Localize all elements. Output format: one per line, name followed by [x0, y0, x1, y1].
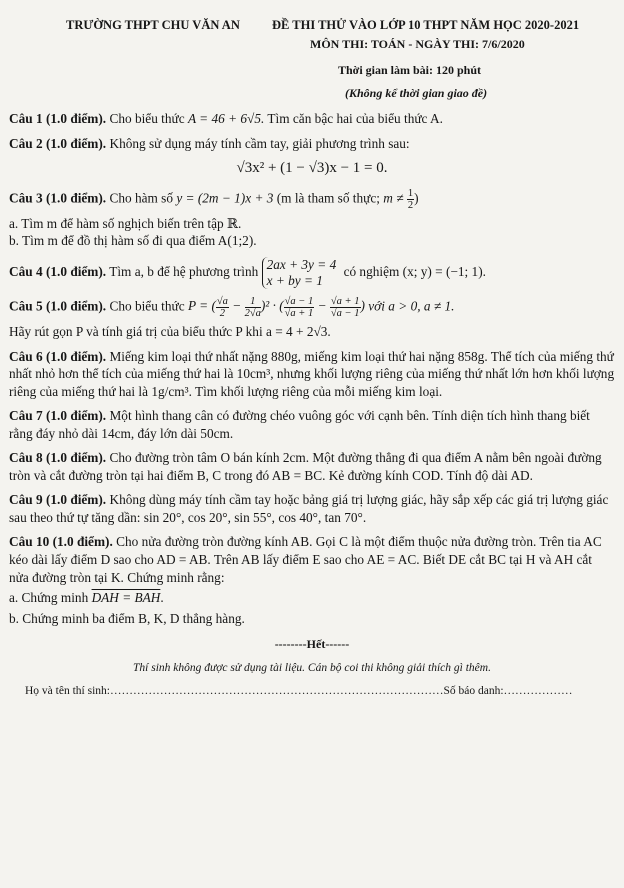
- school-name: TRƯỜNG THPT CHU VĂN AN: [66, 18, 240, 32]
- question-3-part-a: a. Tìm m để hàm số nghịch biến trên tập ℝ.: [9, 215, 242, 231]
- candidate-name-dots: ……………………………………………………………………………: [109, 685, 444, 698]
- question-4-text2: có nghiệm (x; y) = (−1; 1).: [343, 264, 486, 280]
- question-2: [9, 135, 615, 153]
- candidate-id-dots: ………………: [503, 685, 573, 698]
- question-6-text: Miếng kim loại thứ nhất nặng 880g, miếng kim loại thứ hai nặng 858g. Thể tích của miếng thứ nhất nhỏ hơn thể tích của miếng thứ hai là 10cm³, nhưng khối lượng riêng của miếng thứ nhất lớn hơn khối lượng riêng của miếng thứ hai là 1g/cm³. Tìm khối lượng riêng của mỗi miếng kim loại.: [9, 348, 615, 399]
- question-10-label: Câu 10 (1.0 điểm).: [9, 534, 113, 550]
- question-3-fraction: $\frac{1}{2}$: [407, 187, 414, 211]
- question-3-text2: (m là tham số thực;: [276, 190, 380, 206]
- question-6-label: Câu 6 (1.0 điểm).: [9, 348, 107, 364]
- candidate-id-label: Số báo danh:: [443, 685, 504, 698]
- question-3-text: Cho hàm số: [109, 190, 173, 206]
- exam-content: [9, 110, 615, 699]
- exam-note: (Không kể thời gian giao đề): [345, 86, 488, 100]
- question-7: [9, 407, 615, 442]
- question-1-expr: A = 46 + 6√5.: [187, 111, 265, 126]
- question-10: [9, 533, 615, 586]
- question-3-part-b: b. Tìm m để đồ thị hàm số đi qua điểm A(1;2).: [9, 233, 257, 249]
- question-3-expr: y = (2m − 1)x + 3: [176, 190, 274, 206]
- question-1-text2: Tìm căn bậc hai của biểu thức A.: [267, 111, 443, 126]
- question-8-label: Câu 8 (1.0 điểm).: [9, 450, 107, 466]
- question-9-label: Câu 9 (1.0 điểm).: [9, 492, 107, 508]
- question-1-label: Câu 1 (1.0 điểm).: [9, 111, 107, 126]
- question-8: [9, 449, 615, 484]
- question-4-system: 2ax + 3y = 4 x + by = 1: [262, 257, 341, 289]
- question-1-text: Cho biểu thức: [109, 111, 185, 126]
- question-4: [9, 257, 615, 289]
- question-7-label: Câu 7 (1.0 điểm).: [9, 408, 107, 424]
- question-1: [9, 110, 615, 128]
- question-5-label: Câu 5 (1.0 điểm).: [9, 298, 107, 314]
- question-3: Câu 3 (1.0 điểm). Cho hàm số y = (2m − 1)x + 3 (m là tham số thực; m ≠ $\frac{1}{2}$ ): [9, 187, 419, 211]
- question-3-label: Câu 3 (1.0 điểm).: [9, 190, 107, 206]
- question-7-text: Một hình thang cân có đường chéo vuông góc với cạnh bên. Tính diện tích hình thang biết rằng đáy nhỏ dài 14cm, đáy lớn dài 50cm.: [9, 408, 590, 441]
- question-4-text: Tìm a, b để hệ phương trình: [109, 264, 259, 280]
- exam-subject: MÔN THI: TOÁN - NGÀY THI: 7/6/2020: [310, 37, 525, 51]
- question-2-equation: √3x² + (1 − √3)x − 1 = 0.: [236, 160, 388, 177]
- question-2-label: Câu 2 (1.0 điểm).: [9, 135, 107, 151]
- question-3-condition: m ≠: [383, 190, 404, 206]
- footer-note: Thí sinh không được sử dụng tài liệu. Cán bộ coi thi không giải thích gì thêm.: [133, 661, 491, 674]
- question-9-text: Không dùng máy tính cầm tay hoặc bảng giá trị lượng giác, hãy sắp xếp các giá trị lượng giác sau theo thứ tự tăng dần: sin 20°, cos 20°, sin 55°, cos 40°, tan 70°.: [9, 492, 609, 525]
- question-9: [9, 491, 615, 526]
- question-8-text: Cho đường tròn tâm O bán kính 2cm. Một đường thẳng đi qua điểm A nằm bên ngoài đường tròn và cắt đường tròn tại hai điểm B, C trong đó AB = BC. Kẻ đường kính COD. Tính độ dài AD.: [9, 450, 602, 483]
- question-2-text: Không sử dụng máy tính cầm tay, giải phương trình sau:: [109, 135, 410, 151]
- question-10-text: Cho nửa đường tròn đường kính AB. Gọi C là một điểm thuộc nửa đường tròn. Trên tia AC kéo dài lấy điểm D sao cho AD = AB. Trên AB lấy điểm E sao cho AE = AC. Biết DE cắt BC tại H và AH cắt nửa đường tròn tại K. Chứng minh rằng:: [9, 534, 602, 585]
- candidate-name-label: Họ và tên thí sinh:: [25, 685, 110, 698]
- question-5-condition: với a > 0, a ≠ 1.: [368, 298, 455, 314]
- end-marker: --------Hết------: [274, 637, 350, 652]
- exam-title: ĐỀ THI THỬ VÀO LỚP 10 THPT NĂM HỌC 2020-2021: [272, 18, 580, 32]
- question-5-text: Cho biểu thức: [109, 298, 185, 314]
- question-5: [9, 296, 615, 319]
- question-5-line2: Hãy rút gọn P và tính giá trị của biểu thức P khi a = 4 + 2√3.: [9, 323, 331, 339]
- candidate-info: [9, 684, 615, 699]
- exam-time: Thời gian làm bài: 120 phút: [338, 63, 482, 77]
- question-5-expr: P = ( $\frac{√a}{2}$ − $\frac{1}{2√a}$ )² · ( $\frac{√a - 1}{√a + 1}$ − $\frac{√a + 1}{√a - 1}$ ): [187, 295, 365, 319]
- question-10-part-a: a. Chứng minh DAH = BAH.: [9, 590, 164, 606]
- question-6: [9, 348, 615, 401]
- question-10-part-b: b. Chứng minh ba điểm B, K, D thẳng hàng.: [9, 610, 245, 626]
- question-4-label: Câu 4 (1.0 điểm).: [9, 264, 107, 280]
